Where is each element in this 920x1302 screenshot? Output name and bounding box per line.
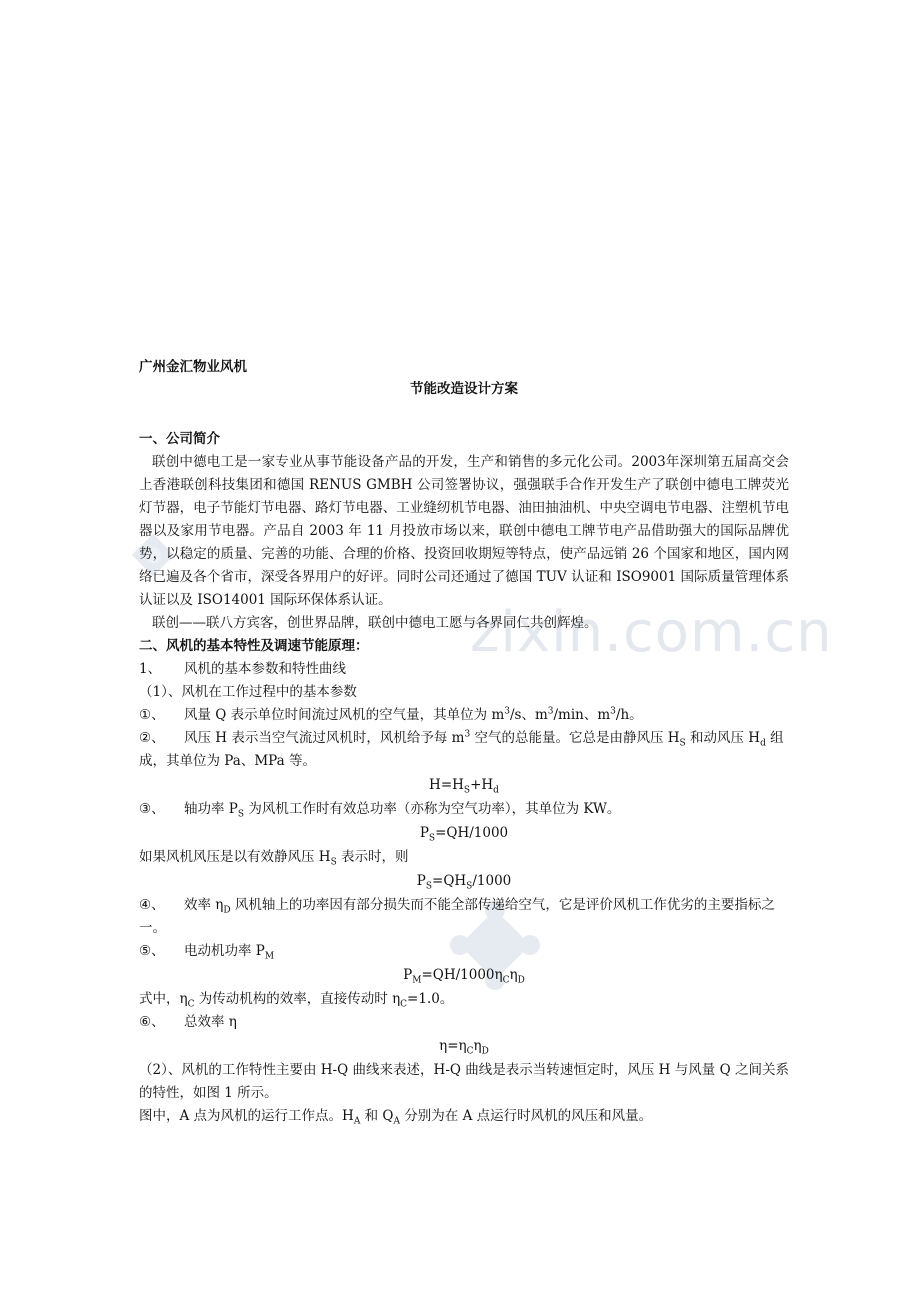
subsection-1-1: （1）、风机在工作过程中的基本参数 [139,684,357,700]
company-name: 广州金汇物业风机 [139,359,247,375]
formula-total-efficiency: $\eta=\eta_C\eta_D$ [439,1038,489,1057]
formula-shaft-power: $P_S=QH/1000$ [419,825,509,844]
param-total-efficiency: ⑥、 总效率 η [139,1014,237,1030]
slogan-paragraph: 联创——联八方宾客，创世界品牌，联创中德电工愿与各界同仁共创辉煌。 [152,615,598,631]
document-content [139,356,789,1128]
section1-heading: 一、公司简介 [139,431,220,447]
formula-pressure: $H=H_S+H_d$ [429,777,499,796]
formula-static-power: $P_S=QH_S/1000$ [416,873,512,892]
section2-heading: 二、风机的基本特性及调速节能原理： [139,638,369,654]
document-title: 节能改造设计方案 [410,381,518,397]
hq-curve-paragraph: （2）、风机的工作特性主要由 H-Q 曲线来表述，H-Q 曲线是表示当转速恒定时，风压 H 与风量 Q 之间关系的特性，如图 1 所示。 [139,1062,789,1101]
param-shaft-power: ③、 轴功率 $P_S$ 为风机工作时有效总功率（亦称为空气功率），其单位为 KW。 [139,801,621,820]
watermark-text: zixin.com.cn [470,600,833,665]
formula-motor-power: $P_M=QH/1000\eta_C\eta_D$ [403,967,525,986]
transmission-note: 式中，$\eta_C$ 为传动机构的效率，直接传动时 $\eta_C=1.0$。 [139,991,454,1010]
company-intro-paragraph: 联创中德电工是一家专业从事节能设备产品的开发，生产和销售的多元化公司。2003年深圳第五届高交会上香港联创科技集团和德国 RENUS GMBH 公司签署协议，强强联手合作开发生产了联创中德电工牌荧光灯节器，电子节能灯节电器、路灯节电器、工业缝纫机节电器、油田抽油机、中央空调电节电器、注塑机节电器以及家用节电器。产品自 2003 年 11 月投放市场以来，联创中德电工牌节电产品借助强大的国际品牌优势，以稳定的质量、完善的功能、合理的价格、投资回收期短等特点，使产品远销 26 个国家和地区，国内网络已遍及各个省市，深受各界用户的好评。同时公司还通过了德国 TUV 认证和 ISO9001 国际质量管理体系认证以及 ISO14001 国际环保体系认证。 [139,454,789,608]
param-motor-power: ⑤、 电动机功率 $P_M$ [139,943,275,962]
param-pressure: ②、 风压 H 表示当空气流过风机时，风机给予每 $m^3$ 空气的总能量。它总是由静风压 $H_S$ 和动风压 $H_d$ 组成，其单位为 Pa、MPa 等。 [139,729,784,769]
param-efficiency: ④、 效率 $\eta_D$ 风机轴上的功率因有部分损失而不能全部传递给空气，它是评价风机工作优劣的主要指标之一。 [139,897,775,936]
param-airflow: ①、 风量 Q 表示单位时间流过风机的空气量，其单位为 $m^3/s$、$m^3/\min$、$m^3/h$。 [139,706,643,723]
subsection-1: 1、 风机的基本参数和特性曲线 [139,661,346,677]
figure-note: 图中，A 点为风机的运行工作点。$H_A$ 和 $Q_A$ 分别为在 A 点运行时风机的风压和风量。 [139,1108,653,1127]
static-pressure-note: 如果风机风压是以有效静风压 $H_S$ 表示时，则 [139,849,409,868]
